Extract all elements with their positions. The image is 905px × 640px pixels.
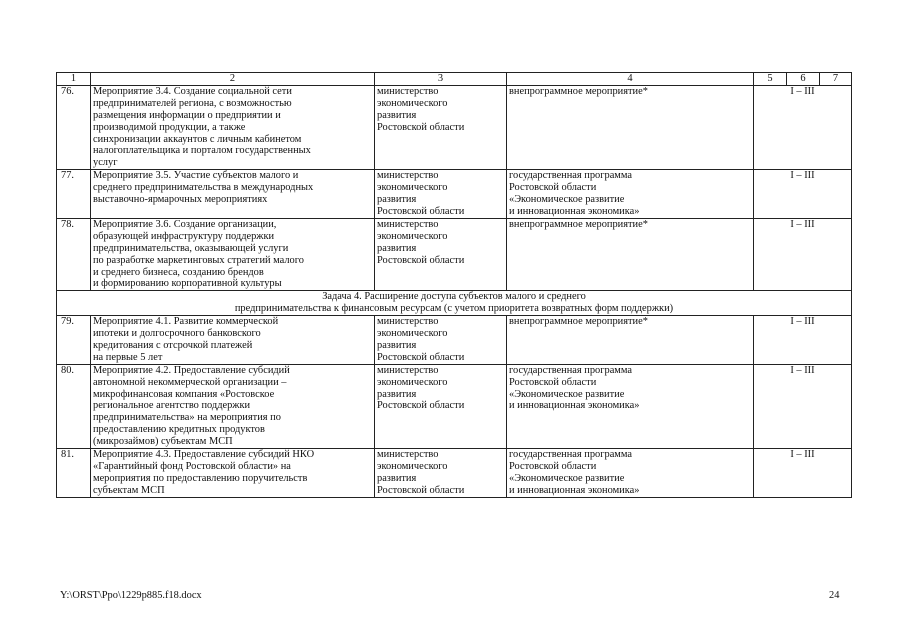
row-number: 79. [57, 316, 91, 365]
row-executor: министерство экономического развития Ростовской области [375, 364, 507, 448]
header-cell: 6 [787, 73, 820, 86]
row-period: I – III [754, 85, 852, 169]
row-period: I – III [754, 218, 852, 290]
header-cell: 3 [375, 73, 507, 86]
row-program: внепрограммное мероприятие* [507, 85, 754, 169]
row-number: 78. [57, 218, 91, 290]
row-executor: министерство экономического развития Ростовской области [375, 218, 507, 290]
row-program: внепрограммное мероприятие* [507, 218, 754, 290]
row-description: Мероприятие 4.3. Предоставление субсидий НКО «Гарантийный фонд Ростовской области» на мероприятия по предоставлению поручительств субъектам МСП [91, 449, 375, 498]
row-number: 77. [57, 170, 91, 219]
row-description: Мероприятие 4.2. Предоставление субсидий автономной некоммерческой организации – микрофинансовая компания «Ростовское региональное агентство поддержки предпринимательства» на мероприятия по предоставлению кредитных продуктов (микрозаймов) субъектам МСП [91, 364, 375, 448]
row-executor: министерство экономического развития Ростовской области [375, 316, 507, 365]
row-number: 80. [57, 364, 91, 448]
footer-file-path: Y:\ORST\Ppo\1229p885.f18.docx [60, 590, 202, 601]
row-period: I – III [754, 449, 852, 498]
table-row [57, 316, 852, 365]
measures-table [56, 72, 852, 498]
header-cell: 2 [91, 73, 375, 86]
row-number: 76. [57, 85, 91, 169]
table-row [57, 170, 852, 219]
page-number: 24 [829, 590, 840, 601]
row-period: I – III [754, 316, 852, 365]
table-row [57, 364, 852, 448]
row-period: I – III [754, 364, 852, 448]
row-period: I – III [754, 170, 852, 219]
header-cell: 5 [754, 73, 787, 86]
row-description: Мероприятие 3.6. Создание организации, образующей инфраструктуру поддержки предпринимательства, оказывающей услуги по разработке маркетинговых стратегий малого и среднего бизнеса, созданию брендов и формированию корпоративной культуры [91, 218, 375, 290]
task-row [57, 291, 852, 316]
row-executor: министерство экономического развития Ростовской области [375, 449, 507, 498]
row-executor: министерство экономического развития Ростовской области [375, 170, 507, 219]
row-description: Мероприятие 3.5. Участие субъектов малого и среднего предпринимательства в международных выставочно-ярмарочных мероприятиях [91, 170, 375, 219]
table-row [57, 449, 852, 498]
table-row [57, 218, 852, 290]
row-executor: министерство экономического развития Ростовской области [375, 85, 507, 169]
row-description: Мероприятие 4.1. Развитие коммерческой ипотеки и долгосрочного банковского кредитования с отсрочкой платежей на первые 5 лет [91, 316, 375, 365]
row-program: государственная программа Ростовской области «Экономическое развитие и инновационная экономика» [507, 364, 754, 448]
header-cell: 1 [57, 73, 91, 86]
row-program: государственная программа Ростовской области «Экономическое развитие и инновационная экономика» [507, 449, 754, 498]
header-cell: 4 [507, 73, 754, 86]
row-number: 81. [57, 449, 91, 498]
row-description: Мероприятие 3.4. Создание социальной сети предпринимателей региона, с возможностью размещения информации о предприятии и производимой продукции, а также синхронизации аккаунтов с личным кабинетом налогоплательщика и порталом государственных услуг [91, 85, 375, 169]
row-program: внепрограммное мероприятие* [507, 316, 754, 365]
table-row [57, 85, 852, 169]
header-cell: 7 [820, 73, 852, 86]
table-header-row [57, 73, 852, 86]
row-program: государственная программа Ростовской области «Экономическое развитие и инновационная экономика» [507, 170, 754, 219]
task-heading: Задача 4. Расширение доступа субъектов малого и среднего предпринимательства к финансовым ресурсам (с учетом приоритета возвратных форм поддержки) [57, 291, 852, 316]
